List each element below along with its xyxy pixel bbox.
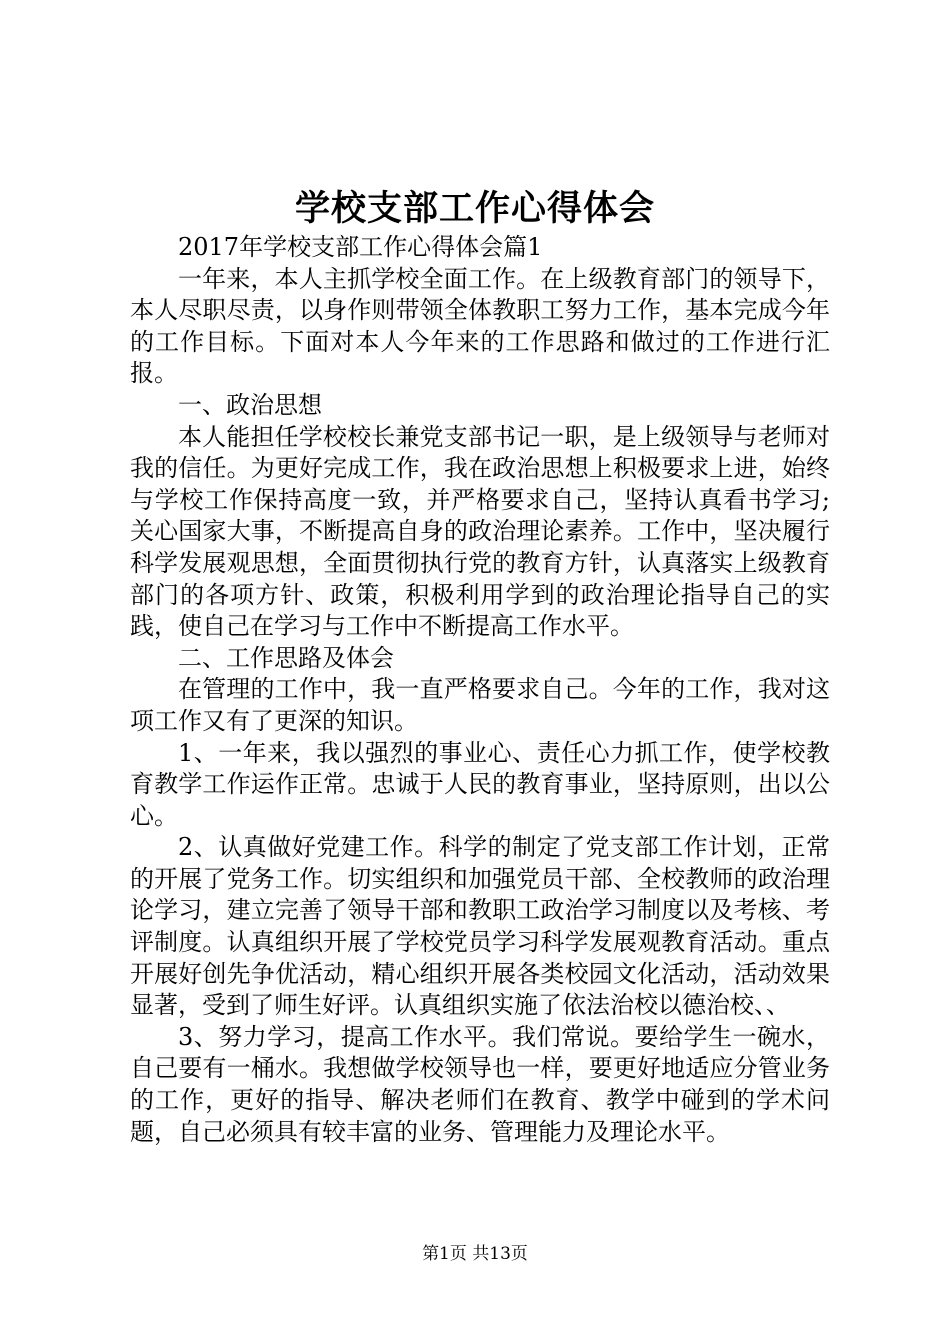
page-footer: 第1页 共13页 xyxy=(422,1244,528,1264)
paragraph: 1、一年来，我以强烈的事业心、责任心力抓工作，使学校教育教学工作运作正常。忠诚于人民的教育事业，坚持原则，出以公心。 xyxy=(130,738,830,830)
paragraph: 本人能担任学校校长兼党支部书记一职，是上级领导与老师对我的信任。为更好完成工作，我在政治思想上积极要求上进，始终与学校工作保持高度一致，并严格要求自己，坚持认真看书学习;关心国家大事，不断提高自身的政治理论素养。工作中，坚决履行科学发展观思想，全面贯彻执行党的教育方针，认真落实上级教育部门的各项方针、政策，积极利用学到的政治理论指导自己的实践，使自己在学习与工作中不断提高工作水平。 xyxy=(130,422,830,641)
document-body xyxy=(130,232,830,1148)
section-heading: 二、工作思路及体会 xyxy=(178,643,394,672)
page-title: 学校支部工作心得体会 xyxy=(294,188,655,229)
paragraph-subtitle: 2017年学校支部工作心得体会篇1 xyxy=(178,233,543,261)
paragraph: 一年来，本人主抓学校全面工作。在上级教育部门的领导下，本人尽职尽责，以身作则带领全体教职工努力工作，基本完成今年的工作目标。下面对本人今年来的工作思路和做过的工作进行汇报。 xyxy=(130,264,830,388)
paragraph: 2、认真做好党建工作。科学的制定了党支部工作计划，正常的开展了党务工作。切实组织和加强党员干部、全校教师的政治理论学习，建立完善了领导干部和教职工政治学习制度以及考核、考评制度。认真组织开展了学校党员学习科学发展观教育活动。重点开展好创先争优活动，精心组织开展各类校园文化活动，活动效果显著，受到了师生好评。认真组织实施了依法治校以德治校、、 xyxy=(130,833,830,1020)
section-heading: 一、政治思想 xyxy=(178,390,322,419)
paragraph: 在管理的工作中，我一直严格要求自己。今年的工作，我对这项工作又有了更深的知识。 xyxy=(130,675,830,735)
paragraph: 3、努力学习，提高工作水平。我们常说。要给学生一碗水，自己要有一桶水。我想做学校领导也一样，要更好地适应分管业务的工作，更好的指导、解决老师们在教育、教学中碰到的学术问题，自己必须具有较丰富的业务、管理能力及理论水平。 xyxy=(130,1022,830,1146)
